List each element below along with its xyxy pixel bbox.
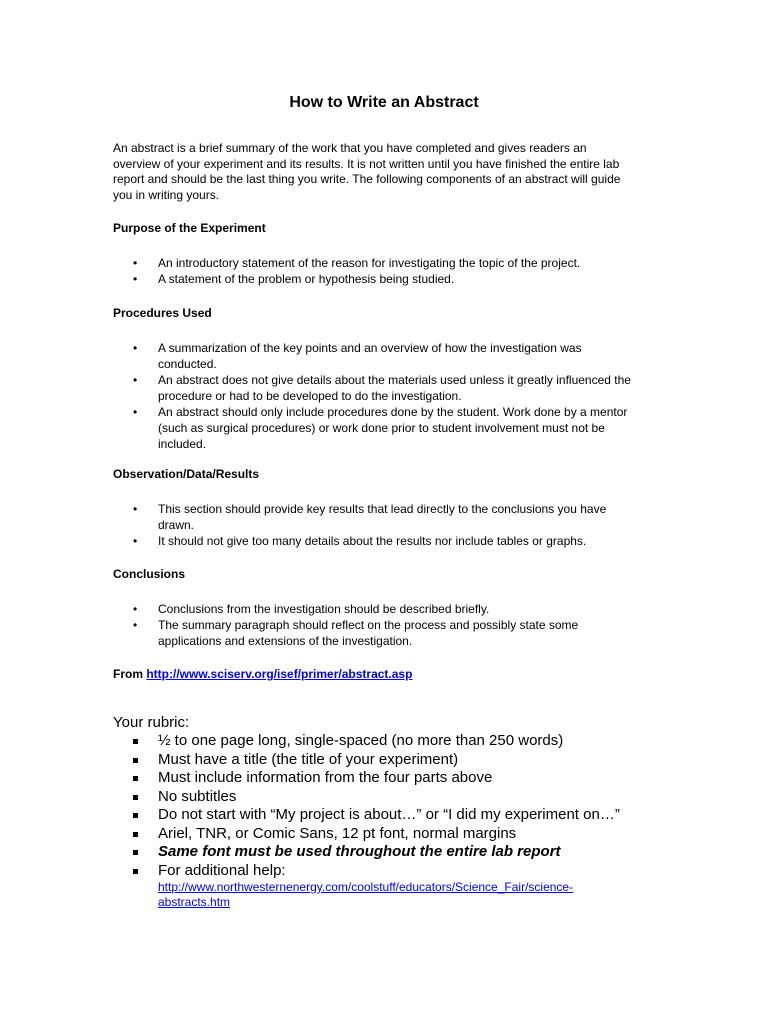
- conclusions-list: [113, 601, 673, 649]
- square-bullet-icon: [133, 739, 138, 744]
- help-link[interactable]: http://www.northwesternenergy.com/coolstuff/educators/Science_Fair/science- abstracts.htm: [158, 880, 574, 909]
- bullet-icon: •: [133, 405, 138, 419]
- source-prefix: From: [113, 667, 147, 681]
- bullet-icon: •: [133, 534, 138, 548]
- list-item: • The summary paragraph should reflect on the process and possibly state some applications and extensions of the investigation.: [133, 618, 579, 648]
- section-heading-procedures: Procedures Used: [113, 306, 212, 320]
- intro-line: report and should be the last thing you write. The following components of an abstract will guide: [113, 172, 621, 186]
- square-bullet-icon: [133, 869, 138, 874]
- list-item: • An introductory statement of the reason for investigating the topic of the project.: [133, 256, 581, 270]
- square-bullet-icon: [133, 776, 138, 781]
- section-heading-results: Observation/Data/Results: [113, 467, 260, 481]
- bullet-icon: •: [133, 341, 138, 355]
- rubric-item: Ariel, TNR, or Comic Sans, 12 pt font, normal margins: [113, 825, 713, 844]
- section-heading-conclusions: Conclusions: [113, 567, 186, 581]
- procedures-list: [113, 340, 673, 452]
- source-link[interactable]: http://www.sciserv.org/isef/primer/abstract.asp: [146, 667, 413, 681]
- rubric-item: Must include information from the four parts above: [113, 769, 713, 788]
- bullet-icon: •: [133, 272, 138, 286]
- section-heading-purpose: Purpose of the Experiment: [113, 221, 266, 235]
- list-item: • Conclusions from the investigation should be described briefly.: [133, 602, 490, 616]
- square-bullet-icon: [133, 832, 138, 837]
- bullet-icon: •: [133, 256, 138, 270]
- page-title: How to Write an Abstract: [289, 94, 479, 111]
- results-list: [113, 501, 673, 549]
- list-item: • An abstract does not give details about the materials used unless it greatly influenced the procedure or had to be developed to do the investigation.: [133, 373, 631, 403]
- bullet-icon: •: [133, 502, 138, 516]
- square-bullet-icon: [133, 850, 138, 855]
- list-item: • An abstract should only include procedures done by the student. Work done by a mentor (such as surgical procedures) or work done prior to student involvement must not be included.: [133, 405, 628, 451]
- list-item: • This section should provide key results that lead directly to the conclusions you have drawn.: [133, 502, 607, 532]
- list-item: • A summarization of the key points and an overview of how the investigation was conducted.: [133, 341, 582, 371]
- bullet-icon: •: [133, 602, 138, 616]
- square-bullet-icon: [133, 813, 138, 818]
- list-item: • It should not give too many details about the results nor include tables or graphs.: [133, 534, 587, 548]
- square-bullet-icon: [133, 758, 138, 763]
- source-line: [113, 667, 412, 682]
- rubric-title: Your rubric:: [113, 714, 190, 731]
- intro-paragraph: [113, 141, 713, 203]
- rubric-item-emphasis: Same font must be used throughout the entire lab report: [113, 843, 713, 862]
- square-bullet-icon: [133, 795, 138, 800]
- intro-line: overview of your experiment and its results. It is not written until you have finished the entire lab: [113, 156, 620, 171]
- intro-line: you in writing yours.: [113, 187, 220, 202]
- list-item: • A statement of the problem or hypothesis being studied.: [133, 272, 455, 286]
- purpose-list: [113, 255, 673, 287]
- rubric-item: Do not start with “My project is about…” or “I did my experiment on…”: [113, 806, 713, 825]
- intro-line: An abstract is a brief summary of the work that you have completed and gives readers an: [113, 141, 587, 155]
- rubric-list: [113, 732, 713, 910]
- rubric-item: No subtitles: [113, 788, 713, 807]
- bullet-icon: •: [133, 373, 138, 387]
- rubric-item: Must have a title (the title of your experiment): [113, 751, 713, 770]
- rubric-item: For additional help: http://www.northwesternenergy.com/coolstuff/educators/Science_Fair/science- abstracts.htm: [113, 862, 713, 911]
- rubric-item: ½ to one page long, single-spaced (no more than 250 words): [113, 732, 713, 751]
- bullet-icon: •: [133, 618, 138, 632]
